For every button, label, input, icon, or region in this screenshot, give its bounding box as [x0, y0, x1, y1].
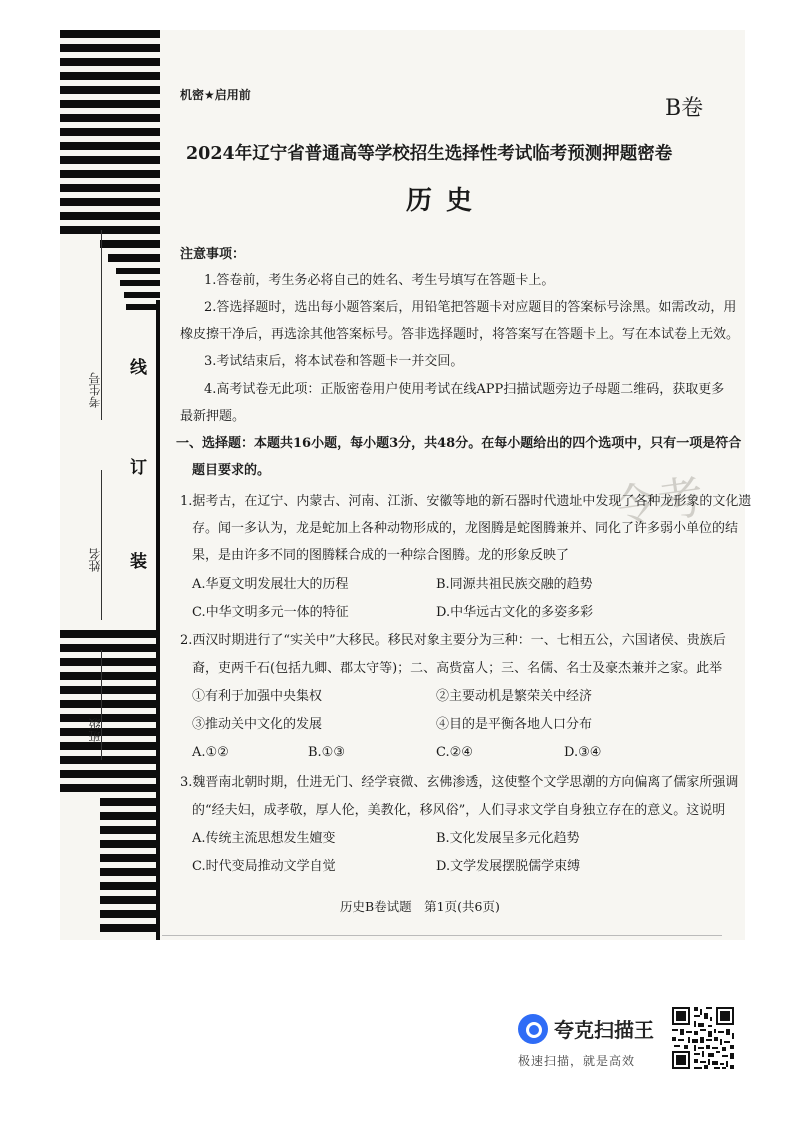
brand-slogan: 极速扫描，就是高效	[518, 1054, 636, 1068]
question-2-option-b: B.①③	[308, 745, 345, 760]
name-label: 姓名	[88, 548, 102, 572]
binding-stripes	[60, 30, 160, 940]
question-2-option-c: C.②④	[436, 745, 473, 760]
notice-line: 最新押题。	[180, 409, 246, 424]
question-1-option-b: B.同源共祖民族交融的趋势	[436, 577, 593, 592]
question-3-option-a: A.传统主流思想发生嬗变	[192, 831, 336, 846]
brand-name: 夸克扫描王	[554, 1018, 654, 1042]
question-1-stem: 存。闻一多认为，龙是蛇加上各种动物形成的，龙图腾是蛇图腾兼并、同化了许多弱小单位的结	[192, 521, 739, 536]
subject-title: 历史	[406, 186, 487, 216]
question-3-option-b: B.文化发展呈多元化趋势	[436, 831, 580, 846]
question-2-statement-3: ③推动关中文化的发展	[192, 717, 323, 732]
class-line	[101, 650, 102, 760]
question-1-option-d: D.中华远古文化的多姿多彩	[436, 605, 594, 620]
question-2-option-d: D.③④	[564, 745, 602, 760]
question-3-option-c: C.时代变局推动文学自觉	[192, 859, 336, 874]
cut-line-char-3: 装	[126, 552, 146, 569]
question-1-option-c: C.中华文明多元一体的特征	[192, 605, 349, 620]
quark-logo-icon	[518, 1014, 548, 1044]
question-3-stem: 3.魏晋南北朝时期，仕进无门、经学衰微、玄佛渗透，这使整个文学思潮的方向偏离了儒家所强调	[180, 775, 739, 790]
question-3-stem: 的“经夫妇，成孝敬，厚人伦，美教化，移风俗”，人们寻求文学自身独立存在的意义。这说明	[192, 803, 726, 818]
cut-line-char-2: 订	[126, 458, 146, 475]
notice-line: 1.答卷前，考生务必将自己的姓名、考生号填写在答题卡上。	[204, 273, 555, 288]
question-2-statement-4: ④目的是平衡各地人口分布	[436, 717, 593, 732]
question-1-option-a: A.华夏文明发展壮大的历程	[192, 577, 349, 592]
name-line	[101, 470, 102, 620]
volume-label: B卷	[665, 96, 704, 121]
question-2-statement-2: ②主要动机是繁荣关中经济	[436, 689, 593, 704]
page-footer: 历史B卷试题 第1页(共6页)	[340, 899, 500, 914]
exam-number-label: 考生号	[88, 372, 102, 408]
question-1-stem: 1.据考古，在辽宁、内蒙古、河南、江浙、安徽等地的新石器时代遗址中发现了各种龙形象的文化遗	[180, 494, 752, 509]
notice-heading: 注意事项：	[180, 247, 246, 262]
question-2-option-a: A.①②	[192, 745, 229, 760]
question-2-statement-1: ①有利于加强中央集权	[192, 689, 323, 704]
notice-line: 2.答选择题时，选出每小题答案后，用铅笔把答题卡对应题目的答案标号涂黑。如需改动，用	[204, 300, 737, 315]
question-3-option-d: D.文学发展摆脱儒学束缚	[436, 859, 581, 874]
footer-divider	[162, 935, 722, 936]
qr-code-icon[interactable]	[670, 1005, 736, 1071]
notice-line: 3.考试结束后，将本试卷和答题卡一并交回。	[204, 354, 464, 369]
secret-mark: 机密★启用前	[180, 88, 251, 102]
notice-line: 4.高考试卷无此项：正版密卷用户使用考试在线APP扫描试题旁边子母题二维码，获取更多	[204, 382, 725, 397]
exam-title: 2024年辽宁省普通高等学校招生选择性考试临考预测押题密卷	[186, 144, 673, 164]
section-heading: 一、选择题：本题共16小题，每小题3分，共48分。在每小题给出的四个选项中，只有一项是符合	[176, 436, 742, 451]
notice-line: 橡皮擦干净后，再选涂其他答案标号。答非选择题时，将答案写在答题卡上。写在本试卷上无效。	[180, 327, 740, 342]
question-2-stem: 裔，吏两千石(包括九卿、郡太守等)；二、高赀富人；三、名儒、名士及豪杰兼并之家。此举	[192, 661, 723, 676]
class-label: 班级	[88, 718, 102, 742]
cut-line-char-1: 线	[126, 358, 146, 375]
section-heading-cont: 题目要求的。	[192, 463, 271, 478]
question-1-stem: 果，是由许多不同的图腾糅合成的一种综合图腾。龙的形象反映了	[192, 548, 570, 563]
question-2-stem: 2.西汉时期进行了“实关中”大移民。移民对象主要分为三种：一、七相五公，六国诸侯、贵族后	[180, 633, 726, 648]
watermark: 令考	[608, 469, 707, 536]
